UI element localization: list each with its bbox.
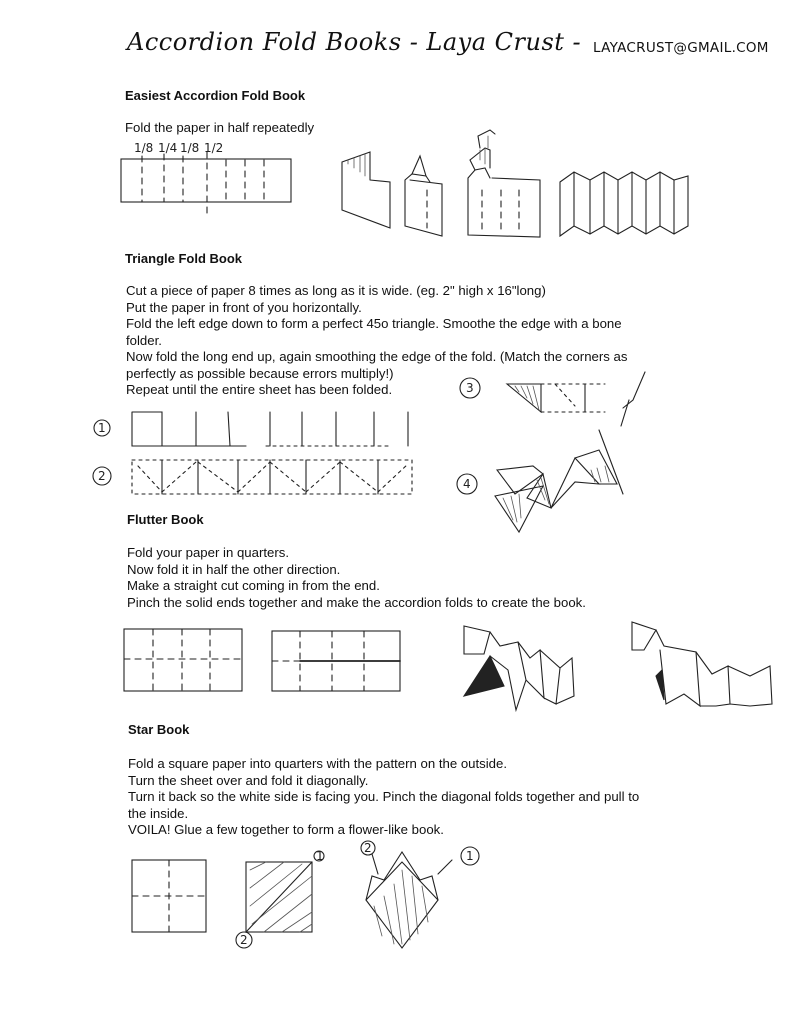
text-line: Pinch the solid ends together and make the accordion folds to create the book. (127, 594, 586, 610)
text-line: the inside. (128, 805, 189, 821)
strip-fold-diagram (118, 138, 318, 218)
step-number: 3 (466, 381, 474, 395)
text-line: Fold the paper in half repeatedly (125, 120, 315, 135)
step-number: 4 (463, 477, 471, 491)
text-line: Cut a piece of paper 8 times as long as it is wide. (eg. 2" high x 16"long) (126, 283, 546, 298)
author-email: LAYACRUST@GMAIL.COM (593, 40, 769, 56)
step-number: 1 (316, 849, 324, 863)
text-line: Turn the sheet over and fold it diagonally. (128, 772, 369, 788)
star-book-diagrams (128, 840, 528, 960)
text-line: Put the paper in front of you horizontally. (126, 299, 362, 315)
flutter-fold-diagrams (120, 625, 420, 700)
section-text-easiest (125, 120, 314, 137)
step-number: 1 (98, 421, 106, 435)
step-number: 2 (240, 933, 248, 947)
triangle-fold-steps-1-2 (90, 408, 420, 498)
text-line: folder. (126, 332, 162, 348)
step-number: 1 (466, 849, 474, 863)
fraction-label: 1/8 (180, 141, 200, 155)
text-line: Make a straight cut coming in from the end. (127, 578, 380, 593)
text-line: Now fold the long end up, again smoothing the edge of the fold. (Match the corners as (126, 349, 628, 364)
text-line: Fold a square paper into quarters with the pattern on the outside. (128, 756, 508, 771)
section-heading-flutter: Flutter Book (127, 512, 204, 527)
text-line: Fold the left edge down to form a perfect 45o triangle. Smoothe the edge with a bone (126, 316, 622, 331)
text-line: perfectly as possible because errors multiply!) (126, 365, 394, 381)
fraction-label: 1/8 (134, 141, 154, 155)
accordion-fold-steps-diagram (330, 140, 560, 240)
flutter-book-assembled (460, 620, 780, 720)
text-line: VOILA! Glue a few together to form a flower-like book. (128, 822, 444, 837)
section-heading-triangle: Triangle Fold Book (125, 251, 243, 266)
section-text-star (128, 756, 639, 839)
fraction-label: 1/2 (204, 141, 224, 155)
text-line: Repeat until the entire sheet has been folded. (126, 382, 393, 397)
step-number: 2 (98, 469, 106, 483)
section-heading-star: Star Book (128, 722, 190, 737)
document-title: Accordion Fold Books - Laya Crust - (127, 28, 582, 56)
fraction-label: 1/4 (158, 141, 178, 155)
section-text-flutter (127, 545, 586, 611)
triangle-fold-steps-3-4 (455, 370, 655, 520)
finished-accordion-book (556, 172, 696, 242)
step-number: 2 (364, 841, 372, 855)
section-heading-easiest: Easiest Accordion Fold Book (125, 88, 306, 103)
text-line: Turn it back so the white side is facing you. Pinch the diagonal folds together and pull to (128, 789, 640, 804)
text-line: Now fold it in half the other direction. (127, 561, 341, 577)
text-line: Fold your paper in quarters. (127, 545, 289, 560)
